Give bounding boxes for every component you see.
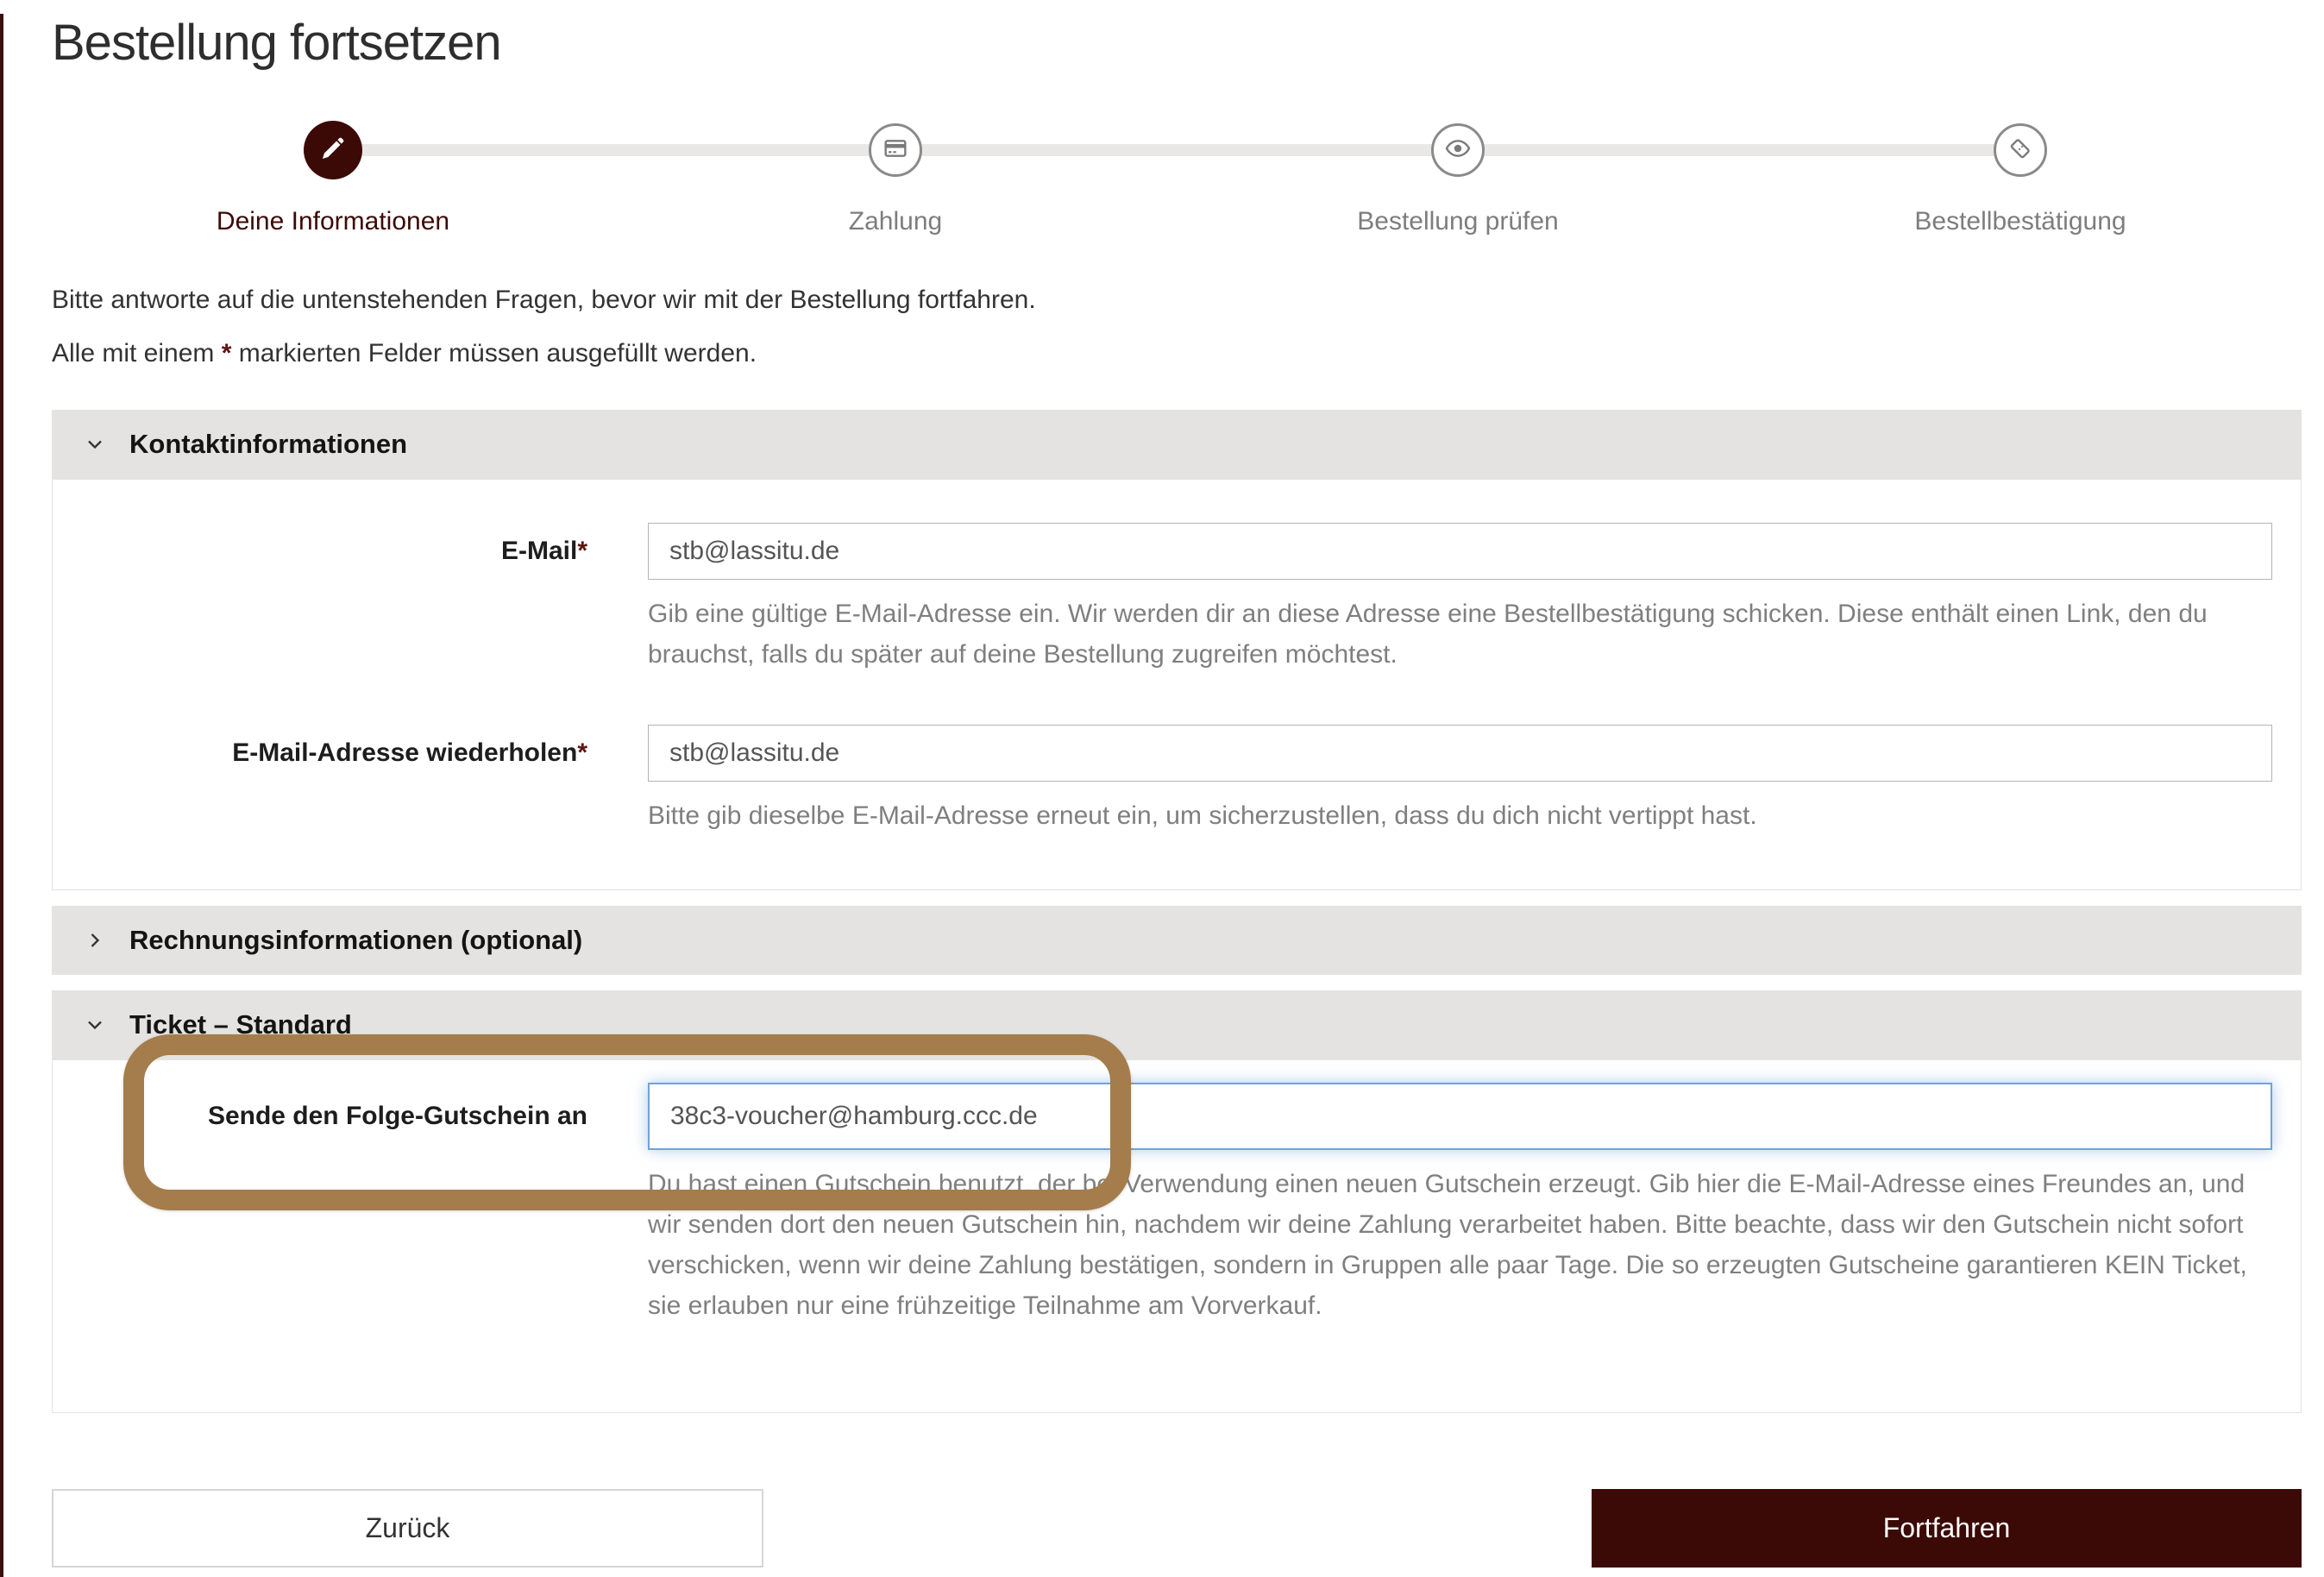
section-title: Kontaktinformationen: [129, 429, 408, 459]
step-order-confirmation: [1739, 121, 2302, 236]
voucher-help-text: Du hast einen Gutschein benutzt, der bei Verwendung einen neuen Gutschein erzeugt. Gib hier die E-Mail-Adresse eines Freundes an, und wir senden dort den neuen Gutschein hin, nachdem wir deine Zahlung verarbeitet haben. Bitte beachte, dass wir den Gutschein nicht sofort verschicken, wenn wir deine Zahlung bestätigen, sondern in Gruppen alle paar Tage. Die so erzeugten Gutscheine garantieren KEIN Ticket, sie erlauben nur eine frühzeitige Teilnahme am Vorverkauf.: [648, 1170, 2247, 1320]
required-asterisk: *: [577, 537, 587, 565]
eye-icon: [1444, 135, 1472, 166]
continue-button[interactable]: Fortfahren: [1592, 1489, 2302, 1568]
step-payment: [614, 121, 1177, 236]
voucher-email-label: Sende den Folge-Gutschein an: [207, 1102, 587, 1130]
step-label: Bestellung prüfen: [1357, 207, 1559, 236]
section-header-ticket[interactable]: [52, 990, 2302, 1059]
section-header-contact[interactable]: [52, 410, 2302, 479]
section-title: Rechnungsinformationen (optional): [129, 925, 583, 955]
step-circle: [1994, 123, 2047, 177]
voucher-email-input[interactable]: [648, 1083, 2272, 1150]
step-label: Zahlung: [848, 207, 943, 236]
ticket-icon: [2007, 135, 2034, 166]
email-field-row: [53, 523, 2272, 675]
chevron-down-icon: [83, 1013, 107, 1037]
credit-card-icon: [882, 135, 909, 166]
order-page: [3, 14, 2324, 1568]
step-circle: [869, 123, 922, 177]
section-title: Ticket – Standard: [129, 1009, 352, 1040]
checkout-stepper: [52, 96, 2302, 236]
chevron-right-icon: [83, 928, 107, 952]
email-repeat-help-text: Bitte gib dieselbe E-Mail-Adresse erneut ein, um sicherzustellen, dass du dich nicht vertippt hast.: [648, 801, 1757, 830]
step-review-order: [1177, 121, 1739, 236]
page-title: Bestellung fortsetzen: [52, 15, 501, 71]
email-repeat-field-row: [53, 725, 2272, 836]
step-label: Bestellbestätigung: [1914, 207, 2126, 236]
ticket-panel: [52, 1059, 2302, 1413]
contact-panel: [52, 479, 2302, 890]
intro-text: Bitte antworte auf die untenstehenden Fragen, bevor wir mit der Bestellung fortfahren.: [52, 286, 1036, 314]
section-header-invoice[interactable]: [52, 906, 2302, 975]
form-actions: [52, 1489, 2302, 1568]
email-label: E-Mail*: [500, 537, 587, 565]
email-input[interactable]: [648, 523, 2272, 580]
chevron-down-icon: [83, 432, 107, 456]
email-help-text: Gib eine gültige E-Mail-Adresse ein. Wir werden dir an diese Adresse eine Bestellbestätigung schicken. Diese enthält einen Link, den du brauchst, falls du später auf deine Bestellung zugreifen möchtest.: [648, 600, 2208, 669]
required-fields-note: Alle mit einem * markierten Felder müssen ausgefüllt werden.: [52, 339, 757, 368]
voucher-email-field-row: [53, 1083, 2272, 1326]
step-circle: [1431, 123, 1485, 177]
email-repeat-label: E-Mail-Adresse wiederholen*: [232, 738, 587, 767]
back-button[interactable]: Zurück: [52, 1489, 763, 1568]
step-circle-active: [304, 121, 362, 179]
required-asterisk: *: [577, 738, 587, 767]
pencil-icon: [318, 134, 348, 167]
step-your-information[interactable]: [52, 121, 614, 236]
email-repeat-input[interactable]: [648, 725, 2272, 782]
step-label: Deine Informationen: [216, 207, 450, 236]
required-asterisk: *: [221, 339, 232, 368]
